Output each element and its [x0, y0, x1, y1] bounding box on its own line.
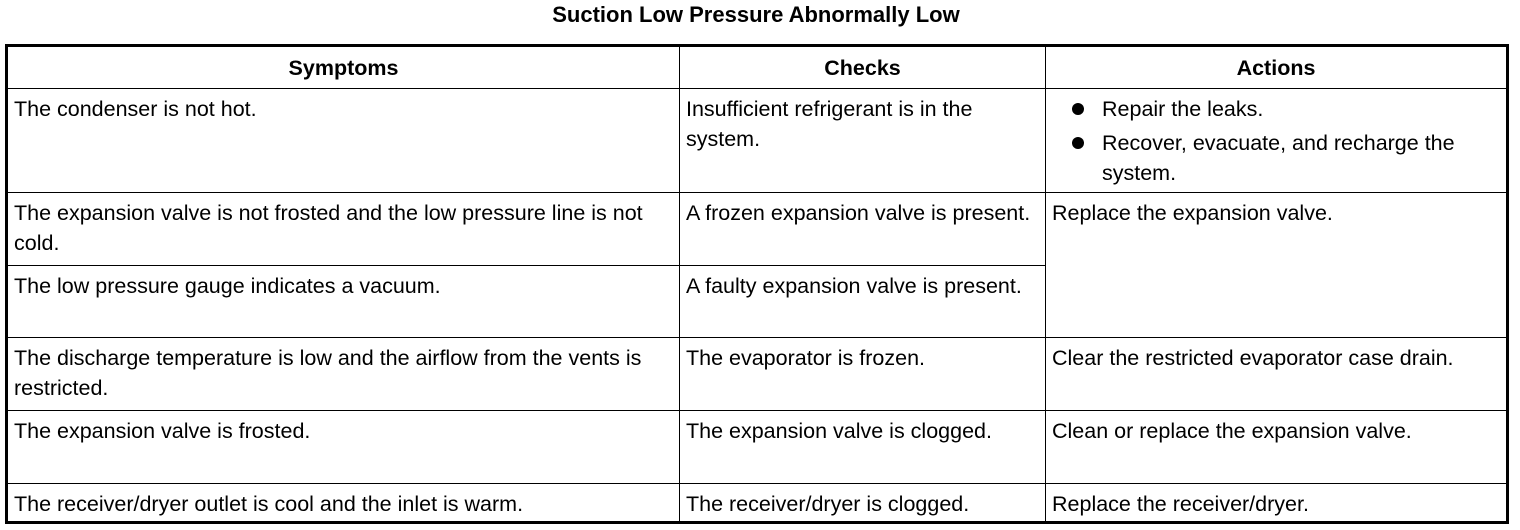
header-checks: Checks — [680, 46, 1046, 89]
table-row — [7, 484, 1508, 523]
symptom-cell: The discharge temperature is low and the airflow from the vents is restricted. — [7, 338, 680, 411]
table-row — [7, 89, 1508, 193]
symptom-cell: The expansion valve is frosted. — [7, 411, 680, 484]
action-list — [1052, 94, 1500, 188]
diagnosis-table — [5, 44, 1509, 524]
check-cell: The receiver/dryer is clogged. — [680, 484, 1046, 523]
action-list-item — [1052, 94, 1500, 124]
action-cell — [1046, 89, 1508, 193]
bullet-icon — [1072, 103, 1084, 115]
page-title: Suction Low Pressure Abnormally Low — [552, 2, 960, 27]
check-cell: A frozen expansion valve is present. — [680, 193, 1046, 266]
table-row — [7, 411, 1508, 484]
check-cell: A faulty expansion valve is present. — [680, 266, 1046, 338]
action-cell: Replace the expansion valve. — [1046, 193, 1508, 338]
action-text: Repair the leaks. — [1102, 97, 1264, 121]
symptom-cell: The receiver/dryer outlet is cool and the inlet is warm. — [7, 484, 680, 523]
action-text: Recover, evacuate, and recharge the system. — [1102, 131, 1455, 185]
header-actions: Actions — [1046, 46, 1508, 89]
action-cell: Clear the restricted evaporator case drain. — [1046, 338, 1508, 411]
bullet-icon — [1072, 137, 1084, 149]
action-cell: Replace the receiver/dryer. — [1046, 484, 1508, 523]
symptom-cell: The expansion valve is not frosted and the low pressure line is not cold. — [7, 193, 680, 266]
check-cell: The evaporator is frozen. — [680, 338, 1046, 411]
action-cell: Clean or replace the expansion valve. — [1046, 411, 1508, 484]
check-cell: The expansion valve is clogged. — [680, 411, 1046, 484]
check-cell: Insufficient refrigerant is in the system. — [680, 89, 1046, 193]
action-list-item — [1052, 128, 1500, 188]
symptom-cell: The low pressure gauge indicates a vacuum. — [7, 266, 680, 338]
header-symptoms: Symptoms — [7, 46, 680, 89]
symptom-cell: The condenser is not hot. — [7, 89, 680, 193]
table-row — [7, 193, 1508, 266]
table-row — [7, 338, 1508, 411]
table-header-row — [7, 46, 1508, 89]
